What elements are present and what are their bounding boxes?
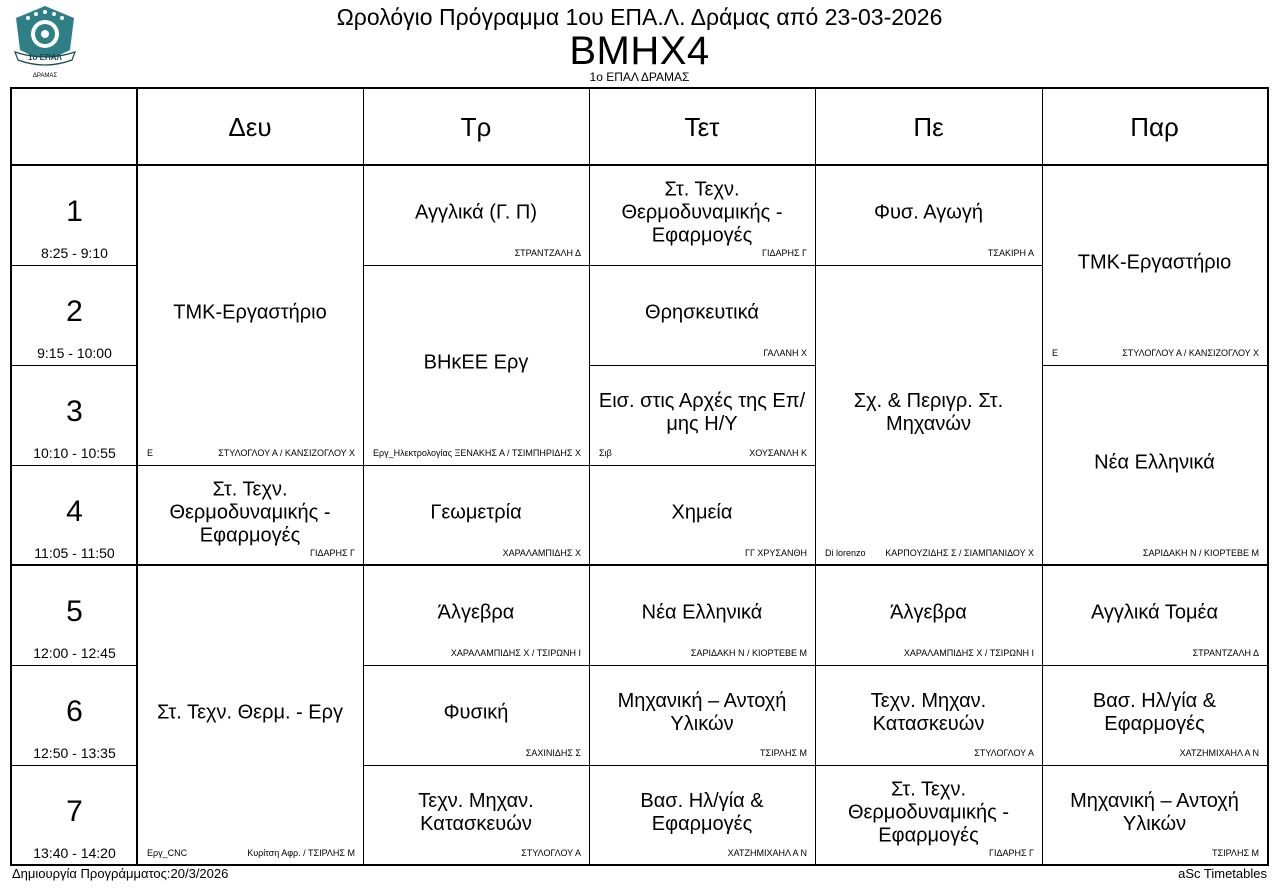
day-header: Πε bbox=[913, 111, 944, 142]
logo-badge-text: 1ο ΕΠΑΛ bbox=[28, 53, 62, 62]
lesson-teacher: ΧΑΡΑΛΑΜΠΙΔΗΣ Χ / ΤΣΙΡΩΝΗ Ι bbox=[903, 648, 1034, 658]
period-time: 13:40 - 14:20 bbox=[33, 845, 116, 861]
grid-row-line bbox=[12, 564, 137, 566]
lesson-subject: Φυσική bbox=[443, 701, 509, 724]
lesson-room: Σιβ bbox=[599, 448, 612, 458]
lesson-subject: ΤΜΚ-Εργαστήριο bbox=[173, 301, 327, 324]
lesson-subject: Στ. Τεχν. Θερμοδυναμικής - Εφαρμογές bbox=[847, 778, 1010, 847]
day-header: Τρ bbox=[460, 111, 492, 142]
lesson-cell bbox=[589, 665, 815, 765]
period-time: 9:15 - 10:00 bbox=[37, 345, 112, 361]
lesson-subject: Αγγλικά Τομέα bbox=[1090, 601, 1219, 624]
period-cell bbox=[12, 665, 137, 765]
lesson-subject: Σχ. & Περιγρ. Στ. Μηχανών bbox=[853, 390, 1004, 435]
lesson-teacher: ΣΤΥΛΟΓΛΟΥ Α bbox=[521, 848, 581, 858]
lesson-cell bbox=[589, 165, 815, 265]
lesson-subject: Βασ. Ηλ/γία & Εφαρμογές bbox=[640, 790, 764, 835]
lesson-cell bbox=[1042, 165, 1267, 365]
grid-row-line bbox=[12, 365, 137, 366]
lesson-cell bbox=[589, 365, 815, 465]
period-number: 3 bbox=[66, 395, 83, 428]
lesson-subject: Θρησκευτικά bbox=[645, 301, 759, 324]
lesson-subject: ΒΗκΕΕ Εργ bbox=[423, 351, 529, 374]
lesson-cell bbox=[363, 665, 589, 765]
lesson-subject: Νέα Ελληνικά bbox=[641, 601, 763, 624]
period-time: 8:25 - 9:10 bbox=[41, 245, 108, 261]
lesson-room: Di lorenzo bbox=[825, 548, 866, 558]
lesson-cell bbox=[1042, 565, 1267, 665]
lesson-teacher: ΣΤΥΛΟΓΛΟΥ Α bbox=[974, 748, 1034, 758]
lesson-subject: Στ. Τεχν. Θερμ. - Εργ bbox=[156, 701, 344, 724]
lesson-cell bbox=[363, 565, 589, 665]
grid-row-line bbox=[12, 265, 137, 266]
lesson-cell bbox=[815, 265, 1042, 565]
lesson-room: Εργ_CNC bbox=[147, 848, 188, 858]
lesson-subject: Τεχν. Μηχαν. Κατασκευών bbox=[418, 790, 534, 835]
lesson-room: Εργ_Ηλεκτρολογίας bbox=[373, 448, 453, 458]
lesson-subject: Μηχανική – Αντοχή Υλικών bbox=[1070, 790, 1239, 835]
page-title: Ωρολόγιο Πρόγραμμα 1ου ΕΠΑ.Λ. Δράμας από 23-03-2026 bbox=[336, 4, 943, 30]
lesson-subject: Γεωμετρία bbox=[430, 501, 522, 524]
period-time: 12:00 - 12:45 bbox=[33, 645, 116, 661]
lesson-teacher: ΣΑΡΙΔΑΚΗ Ν / ΚΙΟΡΤΕΒΕ Μ bbox=[1142, 548, 1259, 558]
day-header: Τετ bbox=[684, 111, 720, 142]
period-number: 2 bbox=[66, 295, 83, 328]
logo-caption: ΔΡΑΜΑΣ bbox=[32, 73, 58, 79]
lesson-subject: Χημεία bbox=[671, 501, 733, 524]
lesson-cell bbox=[1042, 365, 1267, 565]
lesson-teacher: ΓΙΔΑΡΗΣ Γ bbox=[310, 548, 355, 558]
period-number: 4 bbox=[66, 495, 83, 528]
lesson-cell bbox=[363, 765, 589, 865]
lesson-cell bbox=[815, 665, 1042, 765]
lesson-subject: Νέα Ελληνικά bbox=[1094, 451, 1215, 474]
period-time: 11:05 - 11:50 bbox=[34, 545, 115, 561]
lesson-subject: Φυσ. Αγωγή bbox=[874, 201, 983, 224]
period-cell bbox=[12, 165, 137, 265]
lesson-subject: Εισ. στις Αρχές της Επ/μης Η/Υ bbox=[598, 390, 806, 435]
lesson-teacher: ΚΑΡΠΟΥΖΙΔΗΣ Σ / ΣΙΑΜΠΑΝΙΔΟΥ Χ bbox=[885, 548, 1034, 558]
period-number: 6 bbox=[66, 695, 83, 728]
lesson-subject: Στ. Τεχν. Θερμοδυναμικής - Εφαρμογές bbox=[169, 478, 331, 547]
lesson-cell bbox=[363, 165, 589, 265]
period-cell bbox=[12, 265, 137, 365]
lesson-cell bbox=[815, 565, 1042, 665]
class-name: ΒΜΗΧ4 bbox=[569, 29, 710, 73]
lesson-cell bbox=[589, 565, 815, 665]
lesson-teacher: ΧΟΥΣΑΝΛΗ Κ bbox=[749, 448, 807, 458]
lesson-teacher: ΓΓ ΧΡΥΣΑΝΘΗ bbox=[745, 548, 807, 558]
lesson-subject: ΤΜΚ-Εργαστήριο bbox=[1077, 251, 1232, 274]
period-cell bbox=[12, 465, 137, 565]
period-cell bbox=[12, 365, 137, 465]
lesson-subject: Αγγλικά (Γ. Π) bbox=[415, 201, 537, 224]
lesson-teacher: ΧΑΡΑΛΑΜΠΙΔΗΣ Χ / ΤΣΙΡΩΝΗ Ι bbox=[450, 648, 581, 658]
lesson-teacher: ΞΕΝΑΚΗΣ Α / ΤΣΙΜΠΗΡΙΔΗΣ Χ bbox=[454, 448, 581, 458]
lesson-teacher: ΧΑΤΖΗΜΙΧΑΗΛ Α Ν bbox=[1179, 748, 1259, 758]
lesson-cell bbox=[815, 765, 1042, 865]
lesson-cell bbox=[137, 465, 363, 565]
day-header: Δευ bbox=[228, 111, 272, 142]
lesson-subject: Βασ. Ηλ/γία & Εφαρμογές bbox=[1092, 690, 1217, 735]
period-number: 7 bbox=[66, 795, 83, 828]
day-header: Παρ bbox=[1130, 111, 1179, 142]
lesson-teacher: ΧΑΤΖΗΜΙΧΑΗΛ Α Ν bbox=[727, 848, 807, 858]
lesson-teacher: ΓΙΔΑΡΗΣ Γ bbox=[762, 248, 807, 258]
lesson-teacher: Κυρίτση Αφρ. / ΤΣΙΡΛΗΣ Μ bbox=[247, 848, 355, 858]
lesson-teacher: ΣΤΥΛΟΓΛΟΥ Α / ΚΑΝΣΙΖΟΓΛΟΥ Χ bbox=[218, 448, 355, 458]
lesson-cell bbox=[363, 265, 589, 465]
created-date: Δημιουργία Προγράμματος:20/3/2026 bbox=[12, 866, 229, 881]
timetable-grid bbox=[10, 87, 1269, 866]
period-time: 12:50 - 13:35 bbox=[33, 745, 116, 761]
lesson-room: Ε bbox=[147, 448, 154, 458]
lesson-teacher: ΓΙΔΑΡΗΣ Γ bbox=[989, 848, 1034, 858]
lesson-teacher: ΓΑΛΑΝΗ Χ bbox=[763, 348, 807, 358]
lesson-teacher: ΣΤΡΑΝΤΖΑΛΗ Δ bbox=[1192, 648, 1259, 658]
lesson-cell bbox=[589, 765, 815, 865]
lesson-teacher: ΧΑΡΑΛΑΜΠΙΔΗΣ Χ bbox=[502, 548, 581, 558]
period-number: 1 bbox=[66, 195, 83, 228]
lesson-cell bbox=[137, 565, 363, 865]
lesson-teacher: ΤΣΑΚΙΡΗ Α bbox=[987, 248, 1034, 258]
lesson-cell bbox=[589, 265, 815, 365]
lesson-subject: Άλγεβρα bbox=[437, 601, 515, 624]
period-number: 5 bbox=[66, 595, 83, 628]
lesson-teacher: ΣΤΡΑΝΤΖΑΛΗ Δ bbox=[514, 248, 581, 258]
lesson-teacher: ΤΣΙΡΛΗΣ Μ bbox=[1212, 848, 1259, 858]
lesson-cell bbox=[363, 465, 589, 565]
software-credit: aSc Timetables bbox=[1178, 866, 1267, 881]
period-cell bbox=[12, 765, 137, 865]
grid-row-line bbox=[12, 765, 137, 766]
lesson-teacher: ΣΑΧΙΝΙΔΗΣ Σ bbox=[525, 748, 581, 758]
school-name: 1ο ΕΠΑΛ ΔΡΑΜΑΣ bbox=[589, 70, 690, 84]
lesson-subject: Τεχν. Μηχαν. Κατασκευών bbox=[870, 690, 987, 735]
lesson-room: Ε bbox=[1052, 348, 1059, 358]
period-time: 10:10 - 10:55 bbox=[33, 445, 116, 461]
grid-row-line bbox=[12, 665, 137, 666]
grid-row-line bbox=[12, 465, 137, 466]
lesson-subject: Άλγεβρα bbox=[890, 601, 967, 624]
period-cell bbox=[12, 565, 137, 665]
lesson-cell bbox=[589, 465, 815, 565]
lesson-cell bbox=[1042, 665, 1267, 765]
lesson-cell bbox=[815, 165, 1042, 265]
lesson-teacher: ΣΑΡΙΔΑΚΗ Ν / ΚΙΟΡΤΕΒΕ Μ bbox=[690, 648, 807, 658]
lesson-cell bbox=[137, 165, 363, 465]
lesson-subject: Μηχανική – Αντοχή Υλικών bbox=[617, 690, 787, 735]
lesson-teacher: ΤΣΙΡΛΗΣ Μ bbox=[760, 748, 807, 758]
lesson-cell bbox=[1042, 765, 1267, 865]
lesson-teacher: ΣΤΥΛΟΓΛΟΥ Α / ΚΑΝΣΙΖΟΓΛΟΥ Χ bbox=[1122, 348, 1259, 358]
lesson-subject: Στ. Τεχν. Θερμοδυναμικής - Εφαρμογές bbox=[621, 178, 783, 247]
